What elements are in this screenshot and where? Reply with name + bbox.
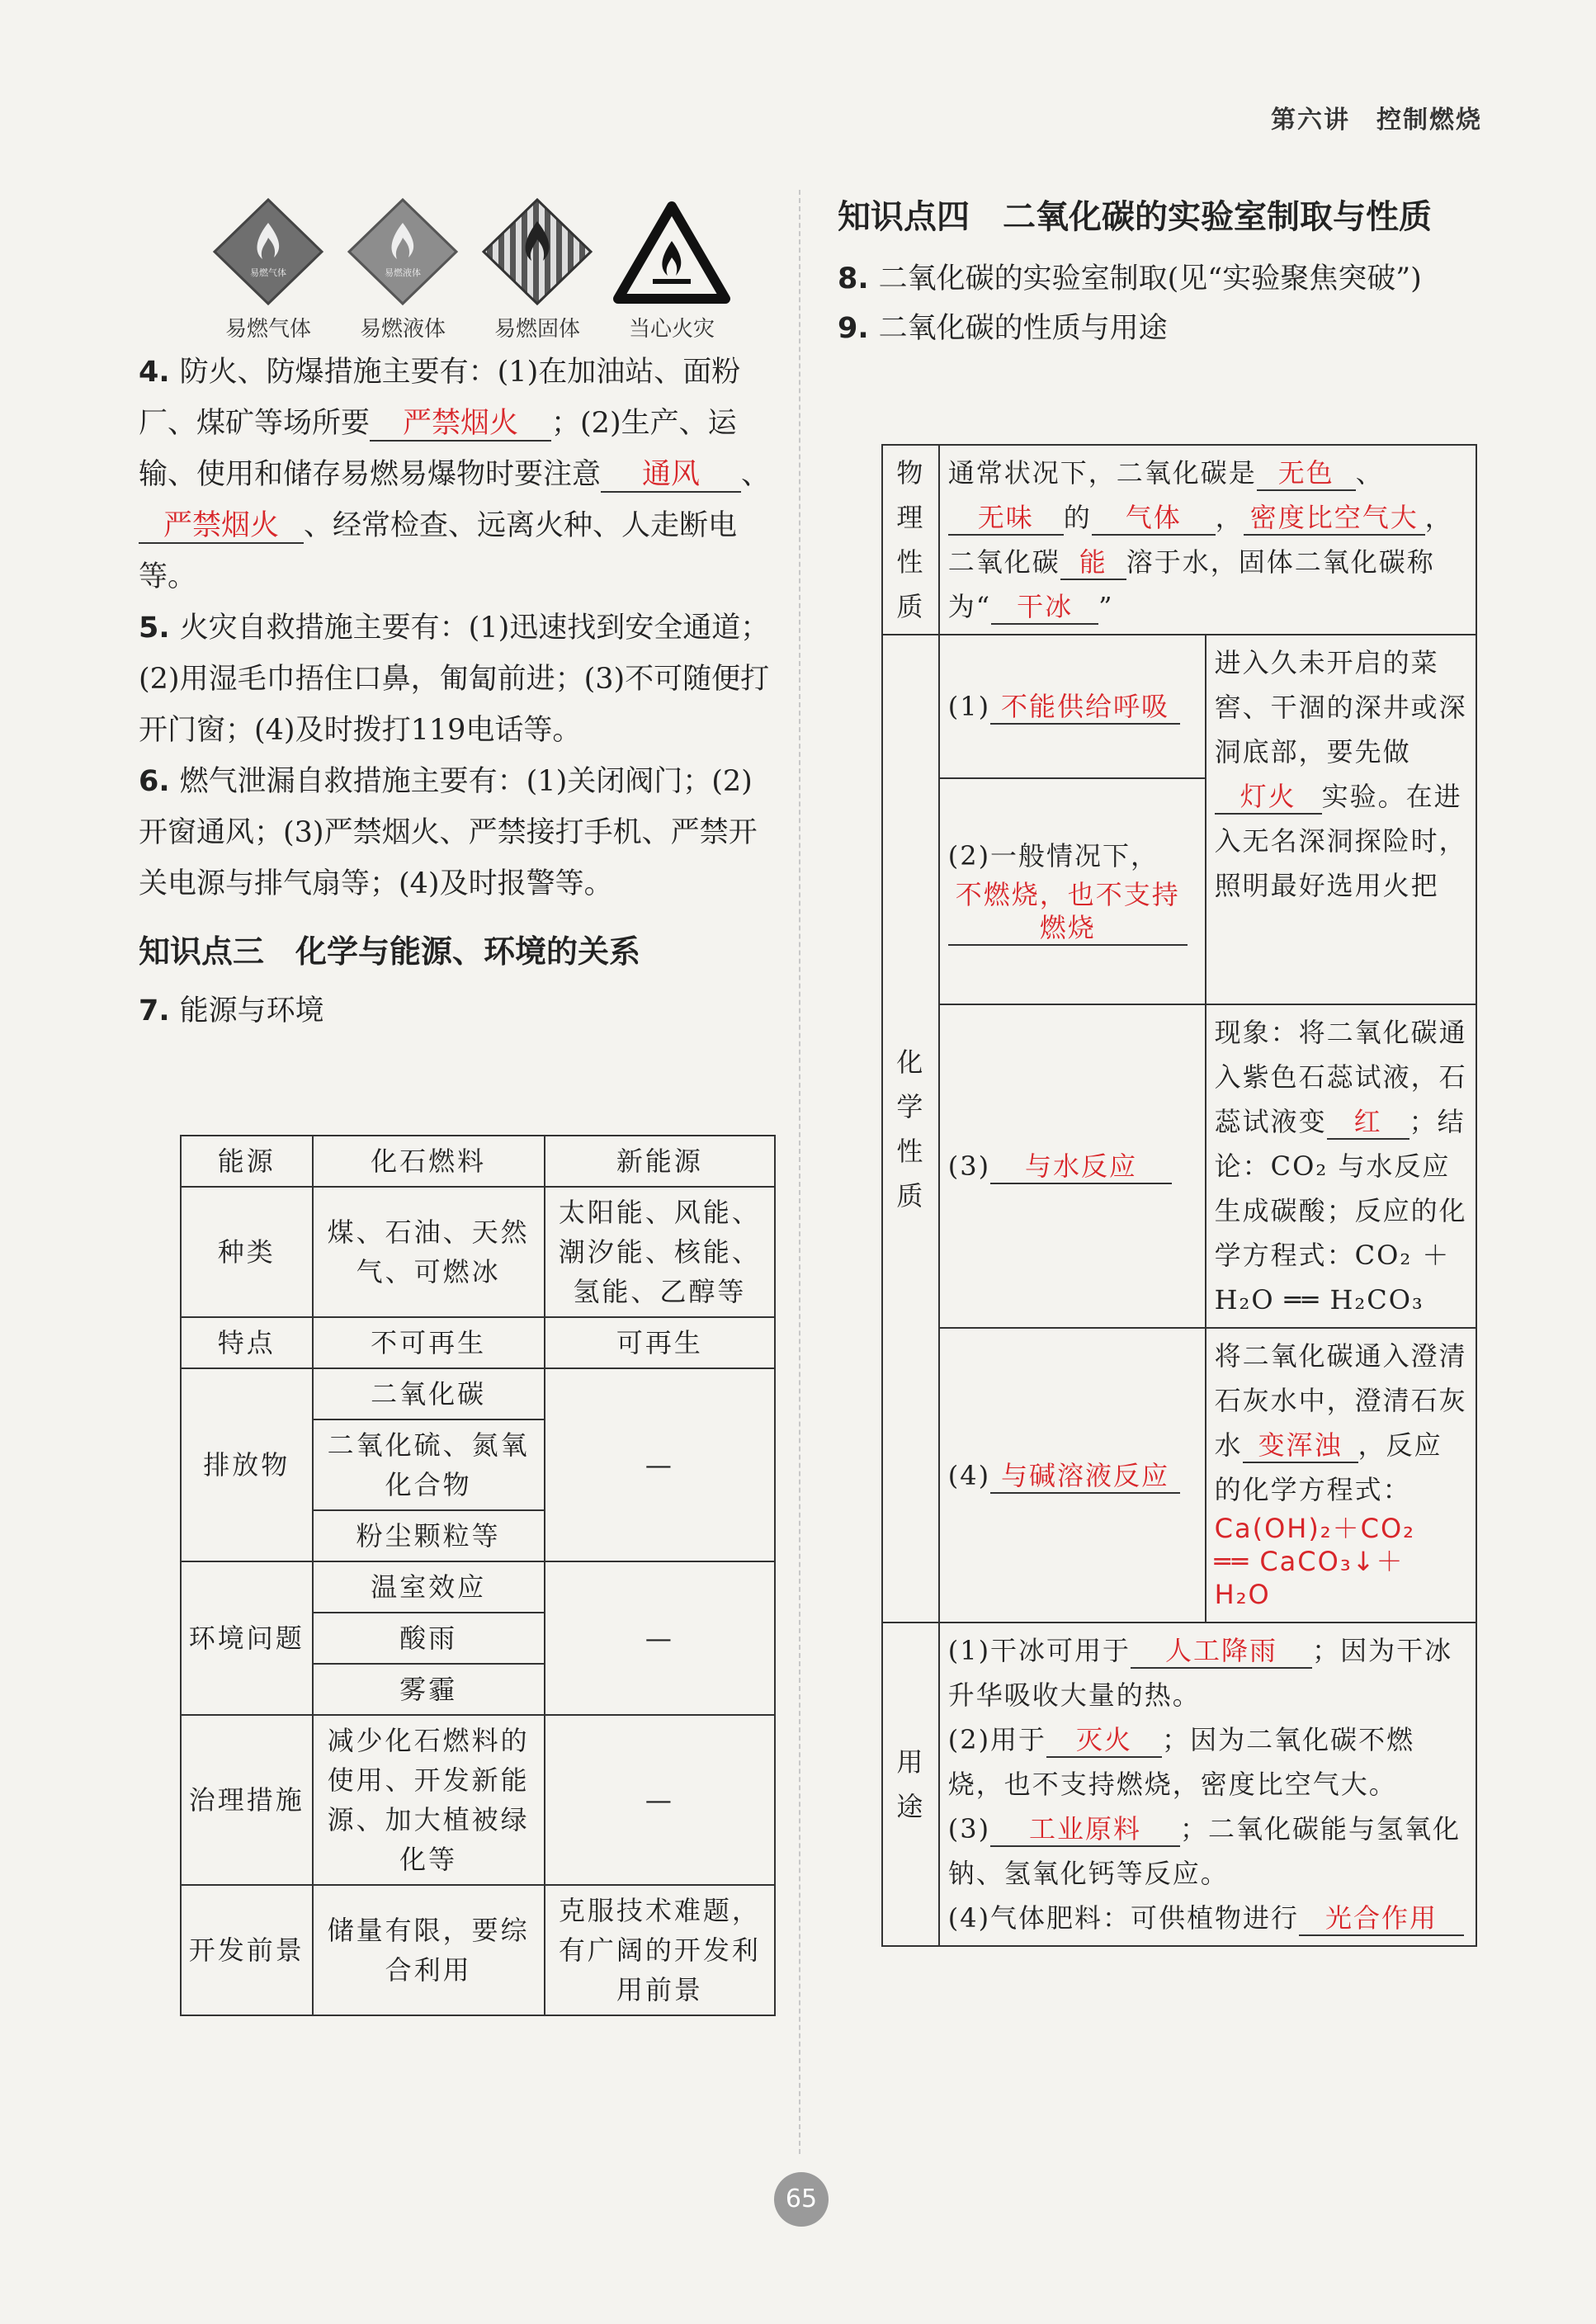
page-number: 65 — [774, 2172, 829, 2227]
answer-blank: 不能供给呼吸 — [990, 690, 1180, 725]
answer-blank: 光合作用 — [1299, 1901, 1464, 1936]
chem-note-3: 现象：将二氧化碳通入紫色石蕊试液，石蕊试液变 红 ；结论：CO₂ 与水反应生成碳酸；反应的化学方程式：CO₂ ＋ H₂O ══ H₂CO₃ — [1206, 1004, 1476, 1328]
item-4: 4. 防火、防爆措施主要有：(1)在加油站、面粉厂、煤矿等场所要 严禁烟火 ；(2)生产、运输、使用和储存易燃易爆物时要注意 通风 、严禁烟火 、经常检查、远离火种、人走断电等。 — [139, 356, 771, 593]
answer-blank: 严禁烟火 — [370, 407, 551, 442]
item-7: 7. 能源与环境 — [139, 994, 324, 1027]
physical-properties: 通常状况下，二氧化碳是 无色 、无味 的 气体 ， 密度比空气大 ，二氧化碳 能 溶于水，固体二氧化碳称为“ 干冰 ” — [939, 445, 1476, 635]
answer-blank: 密度比空气大 — [1244, 501, 1425, 536]
answer-blank: 无味 — [948, 501, 1064, 536]
item-8: 8. 二氧化碳的实验室制取(见“实验聚焦突破”) — [838, 262, 1422, 295]
answer-blank: 通风 — [601, 458, 741, 493]
flammable-solid-icon — [475, 198, 599, 342]
answer-blank: 人工降雨 — [1131, 1634, 1312, 1669]
chem-prop-4: (4) 与碱溶液反应 — [939, 1328, 1206, 1623]
left-column — [139, 347, 776, 1037]
icon-caption: 易燃气体 — [224, 317, 311, 342]
icon-caption: 易燃液体 — [359, 317, 446, 342]
answer-blank: 不燃烧，也不支持燃烧 — [948, 878, 1188, 946]
energy-environment-table: 能源 化石燃料 新能源 种类 煤、石油、天然气、可燃冰 太阳能、风能、潮汐能、核能、氢能、乙醇等 特点 不可再生 可再生 排放物 二氧化碳 — 二氧化硫、氮氧化合物 粉尘颗粒等 环境问题 温室效应 — 酸雨 雾霾 治理措施 减少化石燃料的使用、开发新能源、加大植被绿化等 — 开发前景 储量有限，要综合利用 克服技术难题，有广阔的开发利用前景 — [180, 1135, 776, 2016]
answer-equation: Ca(OH)₂＋CO₂ ══ CaCO₃↓＋H₂O — [1214, 1513, 1415, 1610]
flammable-gas-icon — [206, 198, 330, 342]
chapter-header: 第六讲 控制燃烧 — [1271, 106, 1482, 135]
answer-blank: 工业原料 — [990, 1812, 1180, 1847]
co2-properties-table: 物理性质 通常状况下，二氧化碳是 无色 、无味 的 气体 ， 密度比空气大 ，二氧化碳 能 溶于水，固体二氧化碳称为“ 干冰 ” 化学性质 (1) 不能供给呼吸 进入久未开启的菜窖、干涸的深井或深洞底部，要先做灯火 实验。在进入无名深洞探险时，照明最好选用火把 (2)一般情况下，不燃烧，也不支持燃烧 (3) 与水反应 现象：将二氧化碳通入紫色石蕊试液，石蕊试液变 红 ；结论：CO₂ 与水反应生成碳酸；反应的化学方程式：CO₂ ＋ H₂O ══ H₂CO₃ (4) 与碱溶液反应 将二氧化碳通入澄清石灰水中，澄清石灰水 变浑浊 ，反应的化学方程式：Ca(OH)₂＋CO₂ ══ CaCO₃↓＋H₂O 用途 (1)干冰可用于 人工降雨 ；因为干冰升华吸收大量的热。 (2)用于 灭火 ；因为二氧化碳不燃烧，也不支持燃烧，密度比空气大。 (3) 工业原料 ；二氧化碳能与氢氧化钠、氢氧化钙等反应。 (4)气体肥料：可供植物进行 光合作用 — [881, 444, 1477, 1947]
uses: (1)干冰可用于 人工降雨 ；因为干冰升华吸收大量的热。 (2)用于 灭火 ；因为二氧化碳不燃烧，也不支持燃烧，密度比空气大。 (3) 工业原料 ；二氧化碳能与氢氧化钠、氢氧化钙等反应。 (4)气体肥料：可供植物进行 光合作用 — [939, 1623, 1476, 1946]
answer-blank: 严禁烟火 — [139, 509, 304, 544]
section-title-4: 知识点四 二氧化碳的实验室制取与性质 — [838, 198, 1432, 236]
item-5: 5. 火灾自救措施主要有：(1)迅速找到安全通道；(2)用湿毛巾捂住口鼻，匍匐前进；(3)不可随便打开门窗；(4)及时拨打119电话等。 — [139, 612, 770, 747]
svg-text:易燃气体: 易燃气体 — [250, 267, 286, 278]
icon-caption: 易燃固体 — [493, 317, 580, 342]
answer-blank: 与水反应 — [990, 1150, 1172, 1184]
chem-note-4: 将二氧化碳通入澄清石灰水中，澄清石灰水 变浑浊 ，反应的化学方程式：Ca(OH)₂＋CO₂ ══ CaCO₃↓＋H₂O — [1206, 1328, 1476, 1623]
chem-prop-1: (1) 不能供给呼吸 — [939, 635, 1206, 778]
answer-blank: 气体 — [1092, 501, 1216, 536]
chem-note-12: 进入久未开启的菜窖、干涸的深井或深洞底部，要先做灯火 实验。在进入无名深洞探险时，照明最好选用火把 — [1206, 635, 1476, 1004]
right-column — [838, 191, 1481, 353]
answer-blank: 灭火 — [1046, 1723, 1162, 1758]
section-title-3: 知识点三 化学与能源、环境的关系 — [139, 933, 641, 970]
icon-caption: 当心火灾 — [628, 317, 715, 342]
fire-warning-icon — [610, 198, 734, 342]
flammable-liquid-icon — [341, 198, 465, 342]
item-9: 9. 二氧化碳的性质与用途 — [838, 312, 1168, 345]
answer-blank: 能 — [1060, 546, 1126, 580]
answer-blank: 无色 — [1257, 456, 1356, 491]
answer-blank: 灯火 — [1215, 780, 1322, 815]
chem-prop-3: (3) 与水反应 — [939, 1004, 1206, 1328]
answer-blank: 与碱溶液反应 — [990, 1459, 1180, 1494]
svg-text:易燃液体: 易燃液体 — [385, 267, 421, 278]
item-6: 6. 燃气泄漏自救措施主要有：(1)关闭阀门；(2)开窗通风；(3)严禁烟火、严禁接打手机、严禁开关电源与排气扇等；(4)及时报警等。 — [139, 765, 758, 900]
answer-blank: 干冰 — [991, 590, 1098, 625]
chem-prop-2: (2)一般情况下，不燃烧，也不支持燃烧 — [939, 778, 1206, 1004]
answer-blank: 变浑浊 — [1243, 1429, 1358, 1463]
answer-blank: 红 — [1327, 1105, 1409, 1140]
hazard-icons — [206, 198, 743, 347]
column-divider — [799, 190, 800, 2154]
